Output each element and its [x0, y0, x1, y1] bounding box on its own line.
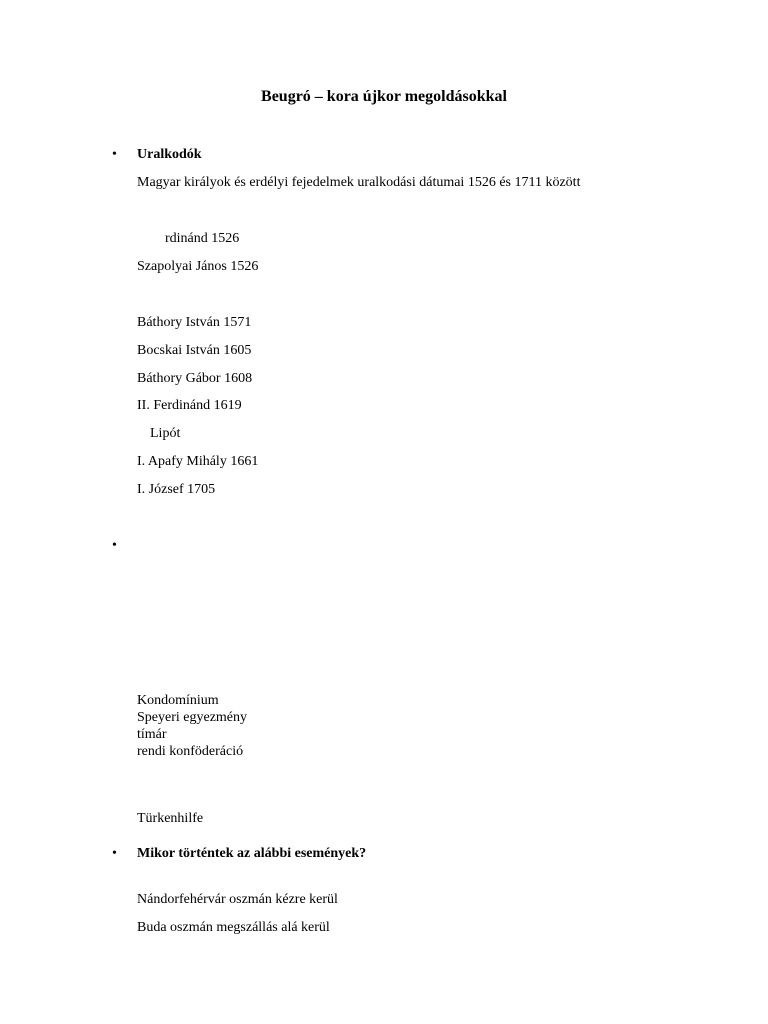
ruler-item: Szapolyai János 1526	[137, 259, 259, 274]
ruler-item: Lipót	[150, 426, 181, 441]
event-item: Buda oszmán megszállás alá kerül	[137, 920, 330, 935]
term-item: Speyeri egyezmény	[137, 710, 248, 725]
term-item: Kondomínium	[137, 693, 219, 708]
ruler-item: rdinánd 1526	[165, 231, 240, 246]
term-item: tímár	[137, 727, 167, 742]
ruler-item: Báthory István 1571	[137, 315, 252, 330]
bullet-icon: •	[112, 846, 117, 861]
ruler-item: Báthory Gábor 1608	[137, 371, 253, 386]
ruler-item: I. József 1705	[137, 482, 216, 497]
section-heading-events: Mikor történtek az alábbi események?	[137, 846, 367, 861]
ruler-item: II. Ferdinánd 1619	[137, 398, 242, 413]
term-item: Türkenhilfe	[137, 811, 204, 826]
document-title: Beugró – kora újkor megoldásokkal	[261, 88, 507, 105]
section-heading-rulers: Uralkodók	[137, 147, 202, 162]
ruler-item: Bocskai István 1605	[137, 343, 252, 358]
term-item: rendi konföderáció	[137, 744, 244, 759]
bullet-icon: •	[112, 147, 117, 162]
event-item: Nándorfehérvár oszmán kézre kerül	[137, 892, 338, 907]
bullet-icon: •	[112, 538, 117, 553]
section-subtitle: Magyar királyok és erdélyi fejedelmek uralkodási dátumai 1526 és 1711 között	[137, 175, 581, 190]
ruler-item: I. Apafy Mihály 1661	[137, 454, 259, 469]
